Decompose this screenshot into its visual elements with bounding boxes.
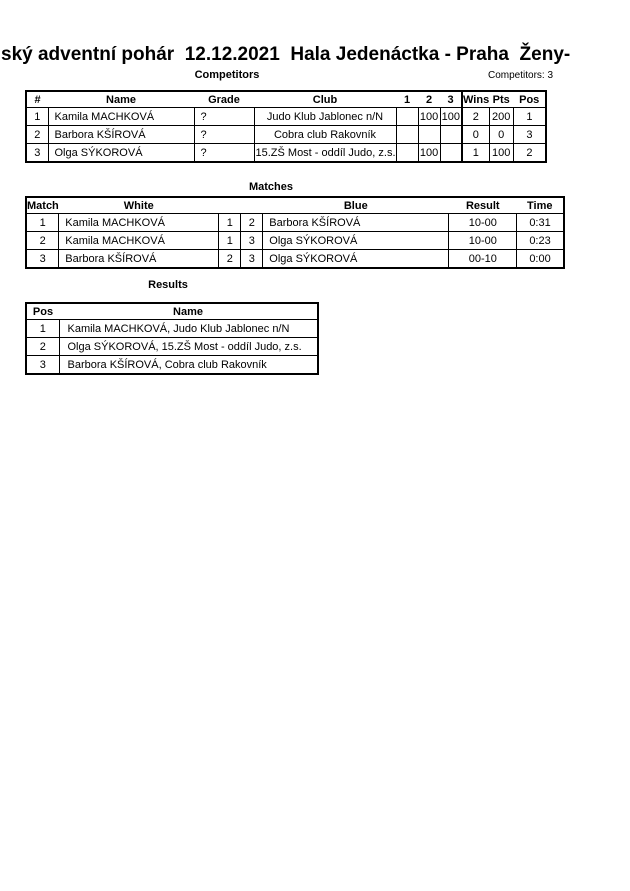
cell-name: Kamila MACHKOVÁ	[48, 108, 194, 126]
cell-white-name: Barbora KŠÍROVÁ	[59, 250, 219, 269]
cell-name: Barbora KŠÍROVÁ	[48, 126, 194, 144]
col-header-blue: Blue	[263, 197, 449, 214]
cell-white-number: 1	[219, 232, 241, 250]
cell-match-number: 1	[26, 214, 59, 232]
cell-white-number: 1	[219, 214, 241, 232]
cell-blue-number: 2	[241, 214, 263, 232]
cell-pos: 3	[26, 356, 59, 375]
cell-name-club: Olga SÝKOROVÁ, 15.ZŠ Most - oddíl Judo, z.s.	[59, 338, 318, 356]
cell-time: 0:31	[517, 214, 564, 232]
cell-score-3	[440, 126, 462, 144]
col-header-opp3: 3	[440, 91, 462, 108]
cell-rank: 3	[26, 144, 48, 163]
col-header-time: Time	[517, 197, 564, 214]
cell-blue-number: 3	[241, 250, 263, 269]
cell-rank: 2	[26, 126, 48, 144]
competitors-heading: Competitors	[194, 69, 260, 81]
cell-pos: 2	[513, 144, 546, 163]
cell-score-1	[396, 126, 418, 144]
cell-club: Cobra club Rakovník	[254, 126, 396, 144]
cell-grade: ?	[194, 126, 254, 144]
cell-blue-number: 3	[241, 232, 263, 250]
cell-name-club: Kamila MACHKOVÁ, Judo Klub Jablonec n/N	[59, 320, 318, 338]
col-header-grade: Grade	[194, 91, 254, 108]
col-header-match: Match	[26, 197, 59, 214]
event-title: ský adventní pohár 12.12.2021 Hala Jedenáctka - Praha Ženy-	[1, 44, 571, 65]
cell-name: Olga SÝKOROVÁ	[48, 144, 194, 163]
cell-white-name: Kamila MACHKOVÁ	[59, 214, 219, 232]
table-row	[26, 126, 546, 144]
cell-match-number: 2	[26, 232, 59, 250]
cell-blue-name: Olga SÝKOROVÁ	[263, 250, 449, 269]
cell-score-3	[440, 144, 462, 163]
col-header-wins: Wins	[462, 91, 489, 108]
table-row	[26, 108, 546, 126]
col-header-white-num	[219, 197, 241, 214]
cell-grade: ?	[194, 108, 254, 126]
cell-result: 10-00	[449, 232, 517, 250]
table-row	[26, 214, 564, 232]
cell-grade: ?	[194, 144, 254, 163]
cell-club: Judo Klub Jablonec n/N	[254, 108, 396, 126]
matches-table	[25, 196, 565, 269]
col-header-pos: Pos	[513, 91, 546, 108]
competitors-count: Competitors: 3	[488, 70, 554, 81]
col-header-opp1: 1	[396, 91, 418, 108]
cell-wins: 2	[462, 108, 489, 126]
cell-rank: 1	[26, 108, 48, 126]
cell-wins: 0	[462, 126, 489, 144]
col-header-name: Name	[48, 91, 194, 108]
table-row	[26, 144, 546, 163]
competitors-table	[25, 90, 547, 163]
cell-white-number: 2	[219, 250, 241, 269]
col-header-pos: Pos	[26, 303, 59, 320]
cell-score-2: 100	[418, 144, 440, 163]
col-header-pts: Pts	[489, 91, 513, 108]
col-header-blue-num	[241, 197, 263, 214]
cell-score-3: 100	[440, 108, 462, 126]
cell-score-1	[396, 108, 418, 126]
cell-result: 00-10	[449, 250, 517, 269]
cell-pos: 1	[26, 320, 59, 338]
table-row	[26, 356, 318, 375]
matches-heading: Matches	[248, 181, 294, 193]
results-table	[25, 302, 319, 375]
cell-time: 0:00	[517, 250, 564, 269]
table-row	[26, 320, 318, 338]
cell-result: 10-00	[449, 214, 517, 232]
col-header-result: Result	[449, 197, 517, 214]
cell-pts: 0	[489, 126, 513, 144]
cell-white-name: Kamila MACHKOVÁ	[59, 232, 219, 250]
col-header-number: #	[26, 91, 48, 108]
cell-pos: 2	[26, 338, 59, 356]
cell-score-2	[418, 126, 440, 144]
table-row	[26, 338, 318, 356]
cell-pts: 100	[489, 144, 513, 163]
table-row	[26, 232, 564, 250]
col-header-white: White	[59, 197, 219, 214]
table-header-row	[26, 197, 564, 214]
table-row	[26, 250, 564, 269]
cell-pos: 1	[513, 108, 546, 126]
col-header-name: Name	[59, 303, 318, 320]
cell-name-club: Barbora KŠÍROVÁ, Cobra club Rakovník	[59, 356, 318, 375]
cell-score-2: 100	[418, 108, 440, 126]
cell-wins: 1	[462, 144, 489, 163]
col-header-club: Club	[254, 91, 396, 108]
table-header-row	[26, 91, 546, 108]
col-header-opp2: 2	[418, 91, 440, 108]
cell-club: 15.ZŠ Most - oddíl Judo, z.s.	[254, 144, 396, 163]
results-heading: Results	[148, 279, 188, 291]
cell-time: 0:23	[517, 232, 564, 250]
cell-pts: 200	[489, 108, 513, 126]
cell-score-1	[396, 144, 418, 163]
cell-pos: 3	[513, 126, 546, 144]
cell-blue-name: Olga SÝKOROVÁ	[263, 232, 449, 250]
cell-blue-name: Barbora KŠÍROVÁ	[263, 214, 449, 232]
cell-match-number: 3	[26, 250, 59, 269]
table-header-row	[26, 303, 318, 320]
